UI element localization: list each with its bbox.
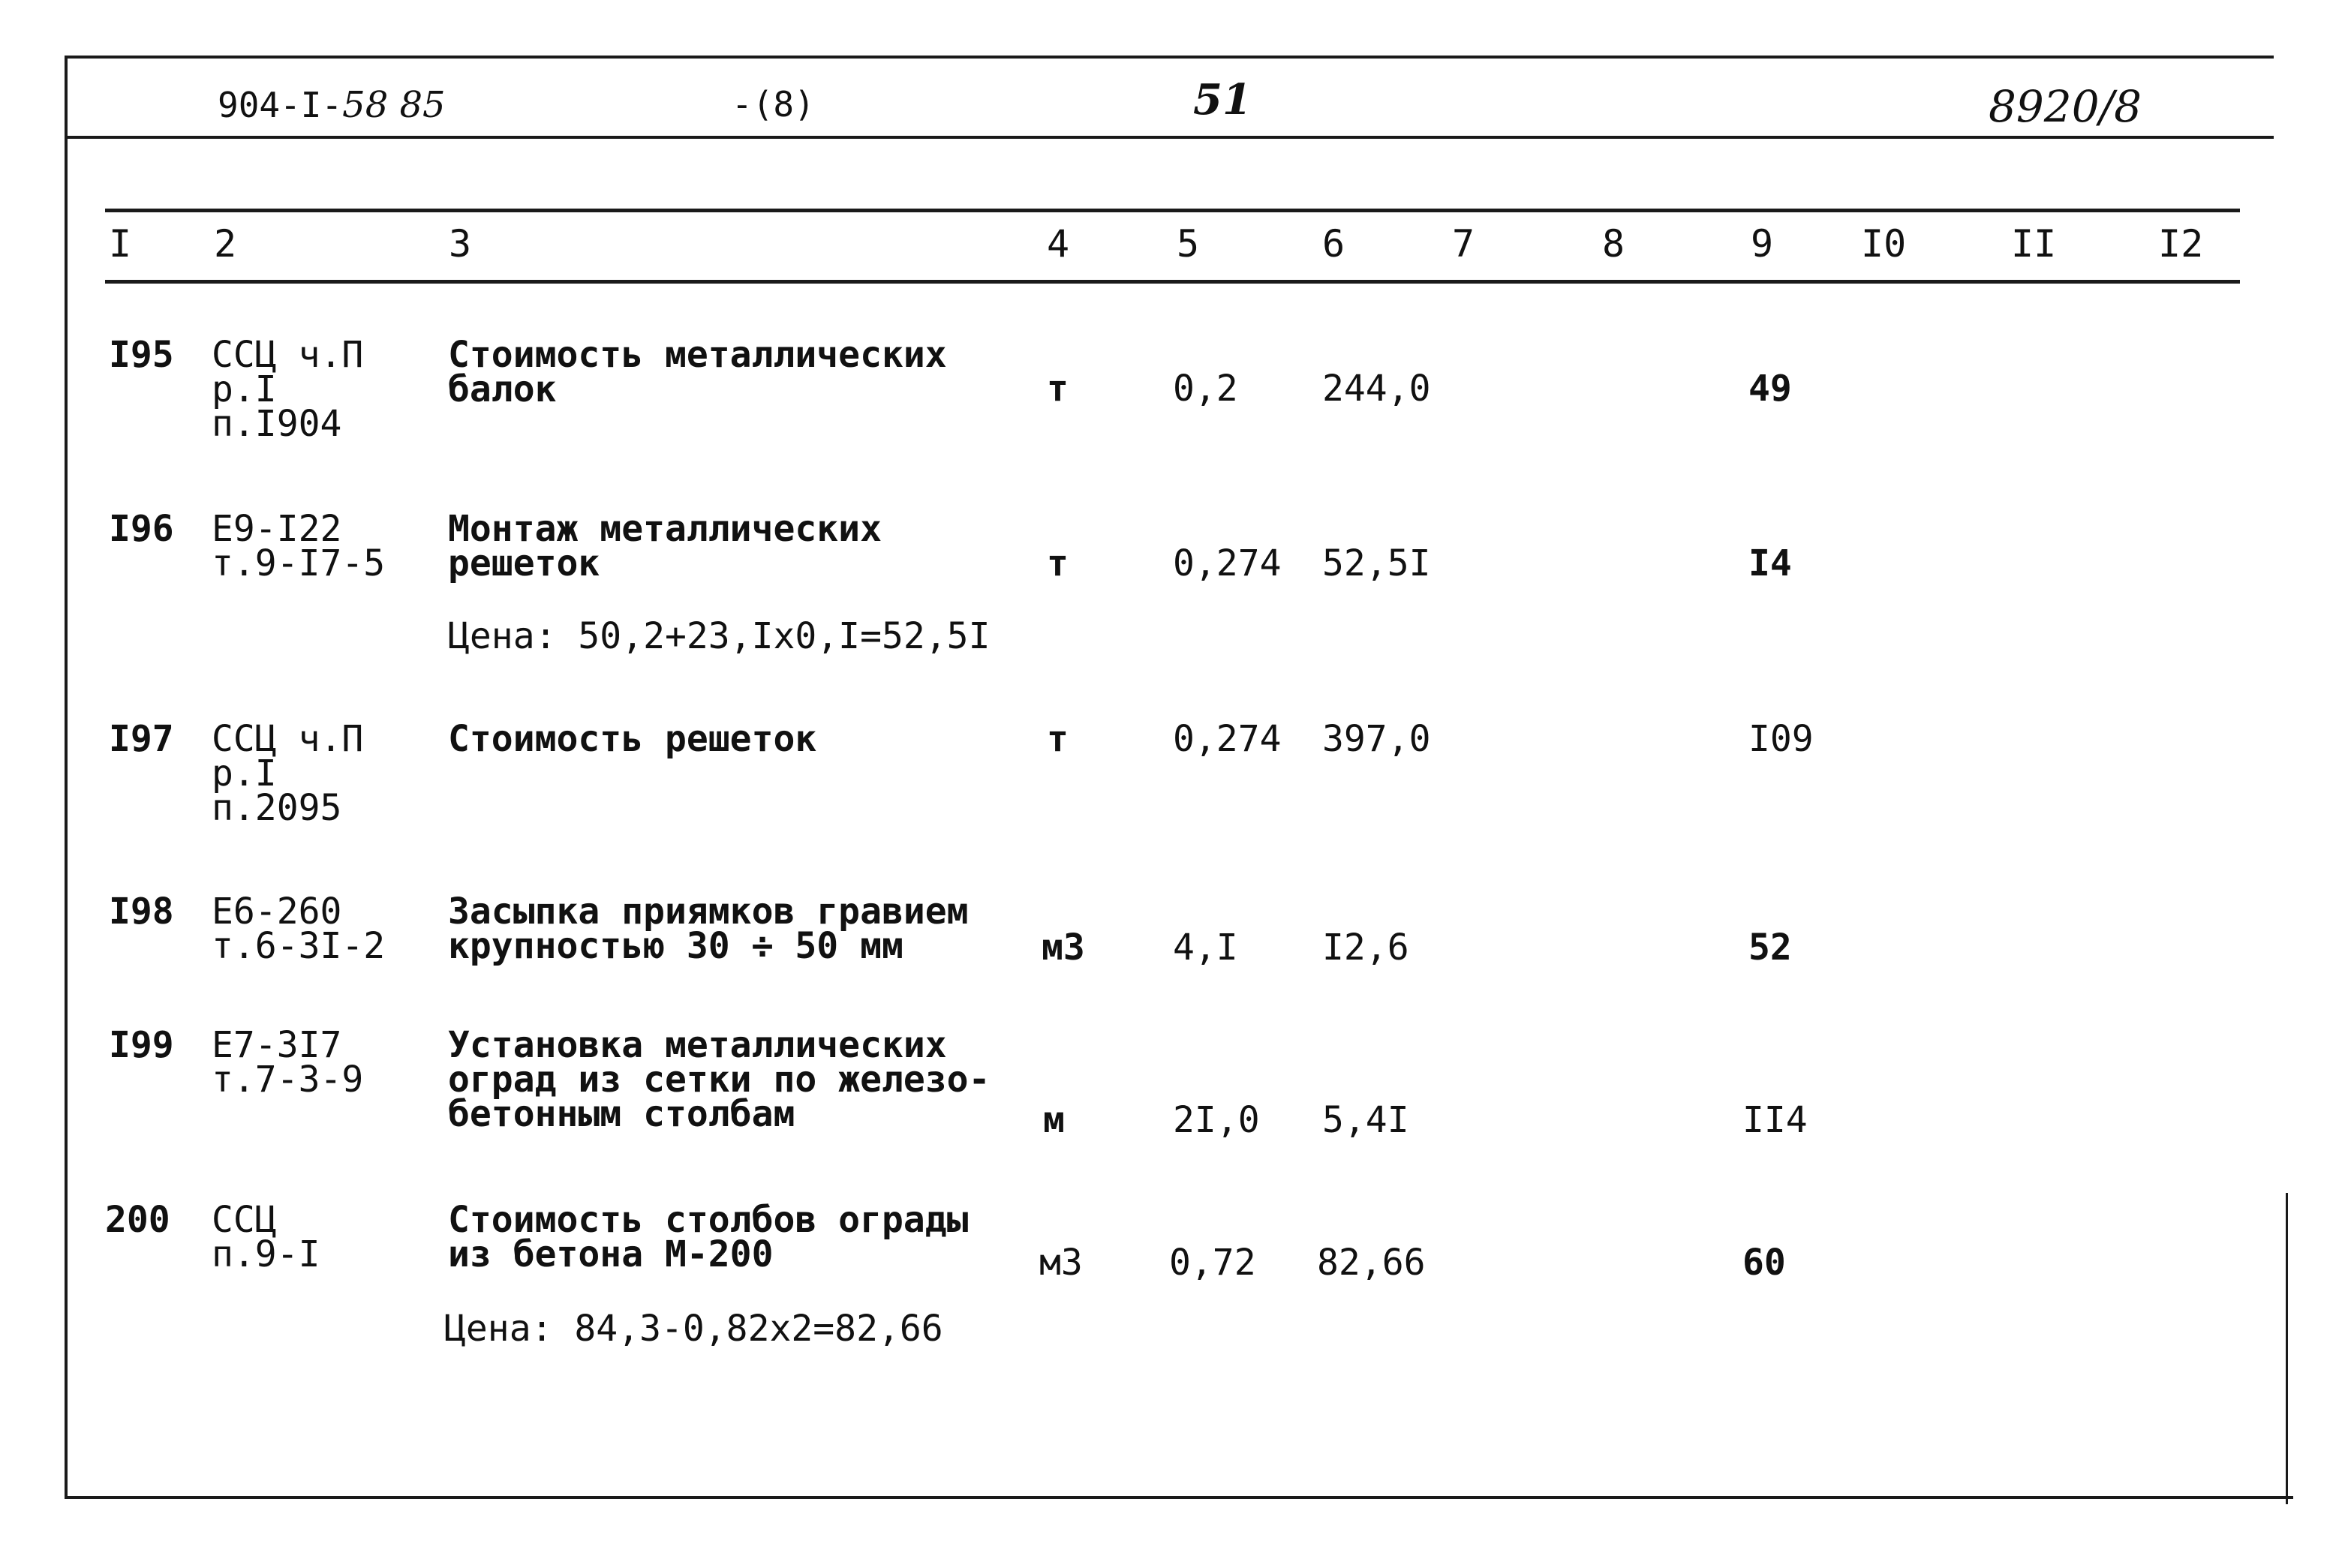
- column-header: 8: [1602, 222, 1625, 266]
- unit-price: 244,0: [1322, 368, 1431, 410]
- unit: м3: [1039, 1242, 1083, 1284]
- total-cost: I4: [1748, 542, 1792, 584]
- frame-right-line: [2286, 1193, 2288, 1504]
- norm-code-line: т.7-3-9: [212, 1059, 364, 1101]
- work-description: [448, 508, 882, 584]
- description-line: Засыпка приямков гравием: [448, 891, 969, 933]
- unit-price: 82,66: [1317, 1242, 1426, 1284]
- norm-code: [212, 1024, 364, 1101]
- document-part: -(8): [732, 84, 815, 125]
- row-number: 200: [105, 1199, 170, 1241]
- description-line: бетонным столбам: [448, 1093, 795, 1135]
- description-line: Стоимость решеток: [448, 718, 817, 760]
- norm-code-line: п.I904: [212, 403, 342, 445]
- description-line: из бетона М-200: [448, 1233, 774, 1275]
- archive-number: 8920/8: [1989, 81, 2142, 132]
- quantity: 0,274: [1173, 542, 1282, 584]
- unit: т: [1047, 542, 1069, 584]
- column-header: 3: [449, 222, 472, 266]
- work-description: [448, 718, 817, 760]
- unit: т: [1047, 718, 1069, 760]
- document-code-typed: 904-I-: [218, 85, 343, 125]
- column-header: 6: [1322, 222, 1345, 266]
- header-separator-line: [68, 136, 2274, 139]
- work-description: [448, 1024, 991, 1135]
- norm-code-line: ССЦ ч.П: [212, 718, 364, 760]
- unit: м3: [1042, 927, 1085, 969]
- column-header: II: [2011, 222, 2057, 266]
- norm-code: [212, 1199, 320, 1275]
- description-line: оград из сетки по железо-: [448, 1059, 991, 1101]
- row-number: I98: [109, 891, 174, 933]
- norm-code-line: п.9-I: [212, 1233, 320, 1275]
- quantity: 0,72: [1169, 1242, 1256, 1284]
- total-cost: 60: [1742, 1242, 1786, 1284]
- document-code: [218, 84, 446, 126]
- norm-code: [212, 718, 364, 829]
- description-line: крупностью 30 ÷ 50 мм: [448, 925, 903, 967]
- row-number: I99: [109, 1024, 174, 1066]
- column-header: I2: [2158, 222, 2204, 266]
- table-top-line: [105, 209, 2240, 212]
- total-cost: 49: [1748, 368, 1792, 410]
- column-header: 2: [214, 222, 237, 266]
- column-header: 9: [1751, 222, 1774, 266]
- unit: м: [1043, 1099, 1065, 1141]
- work-description: [448, 334, 947, 410]
- price-calculation-note: Цена: 50,2+23,Iх0,I=52,5I: [448, 615, 991, 657]
- row-number: I95: [109, 334, 174, 376]
- unit-price: 397,0: [1322, 718, 1431, 760]
- norm-code: [212, 891, 386, 967]
- norm-code-line: р.I: [212, 752, 277, 795]
- table-header-bottom-line: [105, 280, 2240, 284]
- column-header: I: [109, 222, 132, 266]
- description-line: балок: [448, 368, 557, 410]
- description-line: Стоимость столбов ограды: [448, 1199, 969, 1241]
- norm-code-line: п.2095: [212, 787, 342, 829]
- column-header: 4: [1047, 222, 1070, 266]
- quantity: 0,2: [1173, 368, 1238, 410]
- norm-code-line: ССЦ: [212, 1199, 277, 1241]
- norm-code-line: т.6-3I-2: [212, 925, 386, 967]
- row-number: I97: [109, 718, 174, 760]
- description-line: решеток: [448, 542, 600, 584]
- total-cost: 52: [1748, 927, 1792, 969]
- description-line: Стоимость металлических: [448, 334, 947, 376]
- norm-code-line: т.9-I7-5: [212, 542, 386, 584]
- unit-price: 52,5I: [1322, 542, 1431, 584]
- page-number: 51: [1193, 75, 1252, 125]
- quantity: 0,274: [1173, 718, 1282, 760]
- frame-bottom-line: [65, 1496, 2293, 1499]
- total-cost: II4: [1742, 1099, 1808, 1141]
- column-header: 5: [1177, 222, 1200, 266]
- norm-code-line: Е7-3I7: [212, 1024, 342, 1066]
- norm-code-line: р.I: [212, 368, 277, 410]
- unit-price: 5,4I: [1322, 1099, 1409, 1141]
- norm-code: [212, 508, 386, 584]
- frame-top-line: [68, 56, 2274, 59]
- quantity: 4,I: [1173, 927, 1238, 969]
- norm-code-line: Е9-I22: [212, 508, 342, 550]
- row-number: I96: [109, 508, 174, 550]
- norm-code-line: Е6-260: [212, 891, 342, 933]
- document-code-handwritten: 58 85: [342, 84, 446, 126]
- unit-price: I2,6: [1322, 927, 1409, 969]
- frame-left-line: [65, 56, 68, 1499]
- column-header: 7: [1452, 222, 1475, 266]
- quantity: 2I,0: [1173, 1099, 1260, 1141]
- work-description: [448, 1199, 969, 1275]
- total-cost: I09: [1748, 718, 1814, 760]
- norm-code: [212, 334, 364, 445]
- description-line: Установка металлических: [448, 1024, 947, 1066]
- column-header: I0: [1861, 222, 1907, 266]
- price-calculation-note: Цена: 84,3-0,82х2=82,66: [444, 1308, 943, 1350]
- work-description: [448, 891, 969, 967]
- norm-code-line: ССЦ ч.П: [212, 334, 364, 376]
- description-line: Монтаж металлических: [448, 508, 882, 550]
- unit: т: [1047, 368, 1069, 410]
